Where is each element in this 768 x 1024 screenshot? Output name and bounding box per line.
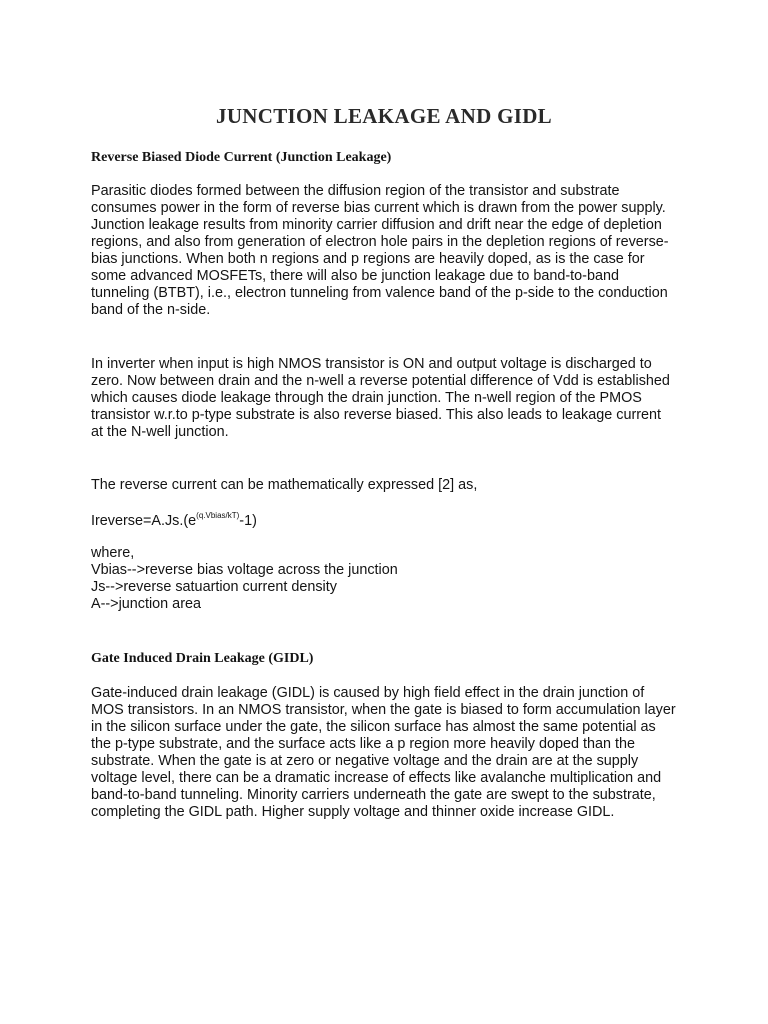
text-line: In inverter when input is high NMOS transistor is ON and output voltage is discharged to — [91, 356, 652, 372]
text-line: Junction leakage results from minority carrier diffusion and drift near the edge of depletion — [91, 217, 662, 233]
text-line: which causes diode leakage through the drain junction. The n-well region of the PMOS — [91, 390, 642, 406]
definition-item: A-->junction area — [91, 596, 201, 612]
text-line: the p-type substrate, and the surface acts like a p region more heavily doped than the — [91, 736, 635, 752]
text-line: transistor w.r.to p-type substrate is also reverse biased. This also leads to leakage current — [91, 407, 662, 423]
text-line: MOS transistors. In an NMOS transistor, when the gate is biased to form accumulation layer — [91, 702, 676, 718]
text-line: at the N-well junction. — [91, 424, 229, 440]
reverse-current-formula — [91, 511, 257, 529]
text-line: Gate-induced drain leakage (GIDL) is caused by high field effect in the drain junction of — [91, 685, 645, 701]
text-line: consumes power in the form of reverse bias current which is drawn from the power supply. — [91, 200, 666, 216]
text-line: regions, and also from generation of electron hole pairs in the depletion regions of reverse- — [91, 234, 669, 250]
section-heading-junction-leakage: Reverse Biased Diode Current (Junction Leakage) — [91, 150, 392, 165]
formula-suffix: -1) — [239, 513, 257, 529]
text-line: some advanced MOSFETs, there will also be junction leakage due to band-to-band — [91, 268, 619, 284]
definition-item: Js-->reverse satuartion current density — [91, 579, 337, 595]
text-line: Parasitic diodes formed between the diffusion region of the transistor and substrate — [91, 183, 620, 199]
text-line: voltage level, there can be a dramatic increase of effects like avalanche multiplication and — [91, 770, 662, 786]
formula-exponent: (q.Vbias/kT) — [196, 511, 240, 520]
definition-item: Vbias-->reverse bias voltage across the junction — [91, 562, 398, 578]
text-line: substrate. When the gate is at zero or negative voltage and the drain are at the supply — [91, 753, 639, 769]
where-label: where, — [91, 545, 135, 561]
text-line: zero. Now between drain and the n-well a reverse potential difference of Vdd is established — [91, 373, 670, 389]
text-line: completing the GIDL path. Higher supply voltage and thinner oxide increase GIDL. — [91, 804, 615, 820]
text-line: band of the n-side. — [91, 302, 211, 318]
text-line: in the silicon surface under the gate, the silicon surface has almost the same potential as — [91, 719, 656, 735]
text-line: bias junctions. When both n regions and p regions are heavily doped, as is the case for — [91, 251, 645, 267]
section-heading-gidl: Gate Induced Drain Leakage (GIDL) — [91, 651, 314, 666]
document-title: JUNCTION LEAKAGE AND GIDL — [216, 104, 552, 128]
text-line: band-to-band tunneling. Minority carriers underneath the gate are swept to the substrate, — [91, 787, 656, 803]
formula-intro: The reverse current can be mathematically expressed [2] as, — [91, 477, 478, 493]
formula-prefix: Ireverse=A.Js.(e — [91, 513, 197, 529]
text-line: tunneling (BTBT), i.e., electron tunneling from valence band of the p-side to the conduction — [91, 285, 668, 301]
